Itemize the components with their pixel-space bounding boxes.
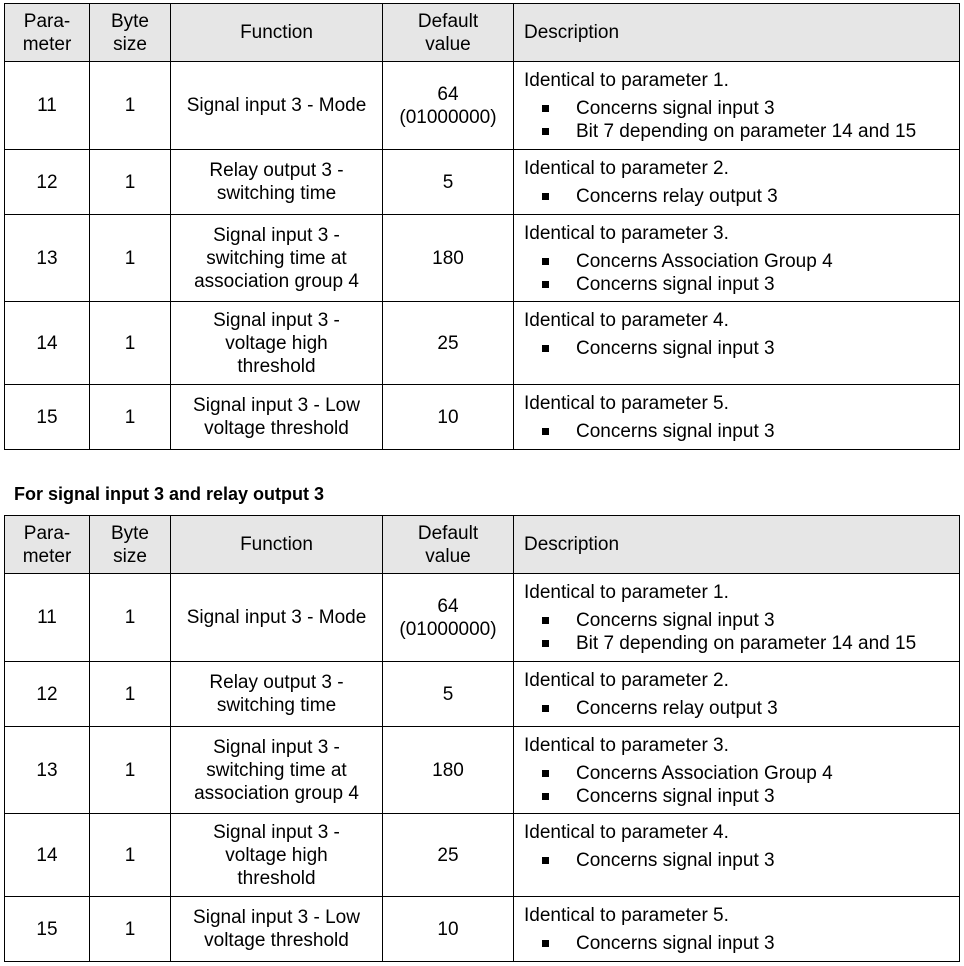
cell-byte-size: 1 <box>90 215 171 302</box>
cell-description <box>514 215 960 302</box>
bullet-item: Concerns signal input 3 <box>524 932 955 955</box>
bullet-list <box>524 609 955 655</box>
cell-description <box>514 814 960 897</box>
bullet-list <box>524 337 955 360</box>
header-default-value: Default value <box>383 516 514 574</box>
square-bullet-icon <box>542 258 549 265</box>
cell-default-value: 25 <box>383 814 514 897</box>
cell-default-value: 180 <box>383 215 514 302</box>
header-description: Description <box>514 4 960 62</box>
description-text: Identical to parameter 1. <box>524 582 729 603</box>
cell-default-value: 64 (01000000) <box>383 574 514 662</box>
cell-parameter: 12 <box>5 662 90 727</box>
cell-byte-size: 1 <box>90 150 171 215</box>
bullet-item: Concerns Association Group 4 <box>524 762 955 785</box>
square-bullet-icon <box>542 770 549 777</box>
description-text: Identical to parameter 2. <box>524 670 729 691</box>
square-bullet-icon <box>542 345 549 352</box>
cell-default-value: 10 <box>383 897 514 962</box>
cell-default-value: 5 <box>383 150 514 215</box>
cell-byte-size: 1 <box>90 302 171 385</box>
cell-function: Signal input 3 - Low voltage threshold <box>171 385 383 450</box>
square-bullet-icon <box>542 705 549 712</box>
bullet-item: Concerns signal input 3 <box>524 273 955 296</box>
cell-parameter: 11 <box>5 62 90 150</box>
header-byte-size: Byte size <box>90 516 171 574</box>
cell-function: Signal input 3 - Mode <box>171 62 383 150</box>
header-function: Function <box>171 516 383 574</box>
bullet-item: Concerns signal input 3 <box>524 337 955 360</box>
bullet-list <box>524 97 955 143</box>
section-heading: For signal input 3 and relay output 3 <box>14 484 325 504</box>
cell-description <box>514 574 960 662</box>
table-row <box>5 662 960 727</box>
cell-byte-size: 1 <box>90 814 171 897</box>
header-parameter: Para- meter <box>5 516 90 574</box>
table-header-row <box>5 516 960 574</box>
square-bullet-icon <box>542 428 549 435</box>
cell-parameter: 15 <box>5 385 90 450</box>
table-row <box>5 215 960 302</box>
square-bullet-icon <box>542 105 549 112</box>
square-bullet-icon <box>542 793 549 800</box>
table-row <box>5 574 960 662</box>
cell-function: Relay output 3 - switching time <box>171 150 383 215</box>
cell-description <box>514 302 960 385</box>
square-bullet-icon <box>542 193 549 200</box>
bullet-item: Concerns signal input 3 <box>524 97 955 120</box>
parameter-table-1 <box>4 3 960 450</box>
cell-parameter: 14 <box>5 814 90 897</box>
square-bullet-icon <box>542 281 549 288</box>
header-default-value: Default value <box>383 4 514 62</box>
cell-default-value: 25 <box>383 302 514 385</box>
cell-parameter: 13 <box>5 215 90 302</box>
cell-description <box>514 727 960 814</box>
cell-description <box>514 150 960 215</box>
bullet-item: Concerns signal input 3 <box>524 420 955 443</box>
header-function: Function <box>171 4 383 62</box>
parameter-table-2 <box>4 515 960 962</box>
square-bullet-icon <box>542 640 549 647</box>
description-text: Identical to parameter 1. <box>524 70 729 91</box>
table-row <box>5 385 960 450</box>
square-bullet-icon <box>542 857 549 864</box>
description-text: Identical to parameter 4. <box>524 310 729 331</box>
bullet-item: Concerns relay output 3 <box>524 697 955 720</box>
cell-byte-size: 1 <box>90 727 171 814</box>
cell-byte-size: 1 <box>90 385 171 450</box>
bullet-item: Concerns signal input 3 <box>524 609 955 632</box>
cell-byte-size: 1 <box>90 574 171 662</box>
cell-function: Signal input 3 - switching time at association group 4 <box>171 215 383 302</box>
table-row <box>5 302 960 385</box>
cell-byte-size: 1 <box>90 62 171 150</box>
cell-function: Signal input 3 - Mode <box>171 574 383 662</box>
cell-parameter: 11 <box>5 574 90 662</box>
table-header-row <box>5 4 960 62</box>
cell-function: Signal input 3 - voltage high threshold <box>171 302 383 385</box>
bullet-list <box>524 762 955 808</box>
description-text: Identical to parameter 5. <box>524 393 729 414</box>
cell-function: Signal input 3 - switching time at association group 4 <box>171 727 383 814</box>
bullet-item: Concerns relay output 3 <box>524 185 955 208</box>
cell-parameter: 12 <box>5 150 90 215</box>
cell-function: Relay output 3 - switching time <box>171 662 383 727</box>
cell-default-value: 10 <box>383 385 514 450</box>
cell-default-value: 64 (01000000) <box>383 62 514 150</box>
cell-byte-size: 1 <box>90 897 171 962</box>
bullet-list <box>524 849 955 872</box>
description-text: Identical to parameter 5. <box>524 905 729 926</box>
table-row <box>5 62 960 150</box>
bullet-list <box>524 185 955 208</box>
cell-default-value: 5 <box>383 662 514 727</box>
table-row <box>5 814 960 897</box>
bullet-item: Bit 7 depending on parameter 14 and 15 <box>524 120 955 143</box>
description-text: Identical to parameter 2. <box>524 158 729 179</box>
cell-description <box>514 385 960 450</box>
square-bullet-icon <box>542 128 549 135</box>
bullet-item: Bit 7 depending on parameter 14 and 15 <box>524 632 955 655</box>
cell-description <box>514 662 960 727</box>
bullet-list <box>524 420 955 443</box>
bullet-list <box>524 250 955 296</box>
square-bullet-icon <box>542 940 549 947</box>
square-bullet-icon <box>542 617 549 624</box>
table-row <box>5 727 960 814</box>
cell-function: Signal input 3 - Low voltage threshold <box>171 897 383 962</box>
description-text: Identical to parameter 3. <box>524 735 729 756</box>
bullet-list <box>524 697 955 720</box>
cell-default-value: 180 <box>383 727 514 814</box>
header-description: Description <box>514 516 960 574</box>
cell-parameter: 13 <box>5 727 90 814</box>
header-parameter: Para- meter <box>5 4 90 62</box>
cell-parameter: 15 <box>5 897 90 962</box>
table-row <box>5 897 960 962</box>
bullet-item: Concerns signal input 3 <box>524 849 955 872</box>
description-text: Identical to parameter 4. <box>524 822 729 843</box>
bullet-item: Concerns signal input 3 <box>524 785 955 808</box>
bullet-list <box>524 932 955 955</box>
cell-function: Signal input 3 - voltage high threshold <box>171 814 383 897</box>
table-row <box>5 150 960 215</box>
header-byte-size: Byte size <box>90 4 171 62</box>
cell-description <box>514 62 960 150</box>
cell-parameter: 14 <box>5 302 90 385</box>
description-text: Identical to parameter 3. <box>524 223 729 244</box>
bullet-item: Concerns Association Group 4 <box>524 250 955 273</box>
cell-description <box>514 897 960 962</box>
cell-byte-size: 1 <box>90 662 171 727</box>
